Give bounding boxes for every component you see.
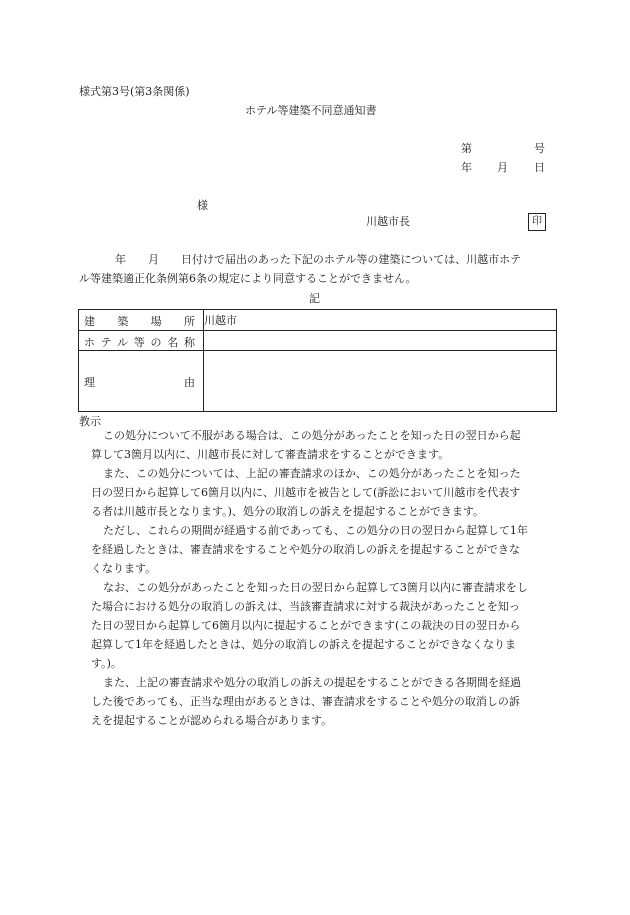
notice-heading: 教示 <box>79 415 101 428</box>
date-month: 月 <box>497 161 508 174</box>
label-location: 建築場所 <box>84 315 195 328</box>
notice-line: なお、この処分があったことを知った日の翌日から起算して3箇月以内に審査請求をし <box>103 581 528 594</box>
document-title: ホテル等建築不同意通知書 <box>245 104 377 117</box>
notice-body <box>79 426 559 730</box>
notice-line: た場合における処分の取消しの訴えは、当該審査請求に対する裁決があったことを知っ <box>91 600 520 613</box>
notice-line: また、上記の審査請求や処分の取消しの訴えの提起をすることができる各期間を経過 <box>103 676 521 689</box>
ki-heading: 記 <box>309 292 320 305</box>
details-table <box>78 309 557 412</box>
table-row <box>79 310 557 331</box>
value-hotel-name <box>204 331 557 351</box>
label-reason: 理由 <box>84 376 195 389</box>
intro-paragraph <box>79 250 557 288</box>
notice-line: この処分について不服がある場合は、この処分があったことを知った日の翌日から起 <box>103 429 521 442</box>
number-suffix: 号 <box>534 142 545 155</box>
notice-line: 日の翌日から起算して6箇月以内に、川越市を被告として(訴訟において川越市を代表す <box>91 486 521 499</box>
value-location: 川越市 <box>204 310 557 331</box>
number-prefix: 第 <box>461 142 472 155</box>
label-cell-hotel-name <box>79 331 204 351</box>
notice-line: くなります。 <box>91 562 157 575</box>
notice-line: を経過したときは、審査請求をすることや処分の取消しの訴えを提起することができな <box>91 543 520 556</box>
notice-line: ただし、これらの期間が経過する前であっても、この処分の日の翌日から起算して1年 <box>103 524 528 537</box>
label-cell-location <box>79 310 204 331</box>
notice-line: た日の翌日から起算して6箇月以内に提起することができます(この裁決の日の翌日から <box>91 619 521 632</box>
addressee-suffix: 様 <box>197 199 208 212</box>
date-year: 年 <box>461 161 472 174</box>
issuer-name: 川越市長 <box>366 215 410 228</box>
label-hotel-name: ホテル等の名称 <box>84 336 195 349</box>
table-row <box>79 331 557 351</box>
seal-box: 印 <box>528 213 546 231</box>
date-day: 日 <box>534 161 545 174</box>
value-reason <box>204 351 557 412</box>
form-number: 様式第3号(第3条関係) <box>79 85 190 98</box>
intro-line: 年 月 日付けで届出のあった下記のホテル等の建築については、川越市ホテ <box>115 253 522 266</box>
notice-line: す。)。 <box>91 657 122 670</box>
label-cell-reason <box>79 351 204 412</box>
notice-line: 算して3箇月以内に、川越市長に対して審査請求をすることができます。 <box>91 448 450 461</box>
table-row <box>79 351 557 412</box>
notice-line: した後であっても、正当な理由があるときは、審査請求をすることや処分の取消しの訴 <box>91 695 520 708</box>
intro-line: ル等建築適正化条例第6条の規定により同意することができません。 <box>79 272 417 285</box>
notice-line: 起算して1年を経過したときは、処分の取消しの訴えを提起することができなくなりま <box>91 638 516 651</box>
notice-line: えを提起することが認められる場合があります。 <box>91 714 333 727</box>
notice-line: る者は川越市長となります。)、処分の取消しの訴えを提起することができます。 <box>91 505 485 518</box>
notice-line: また、この処分については、上記の審査請求のほか、この処分があったことを知った <box>103 467 521 480</box>
